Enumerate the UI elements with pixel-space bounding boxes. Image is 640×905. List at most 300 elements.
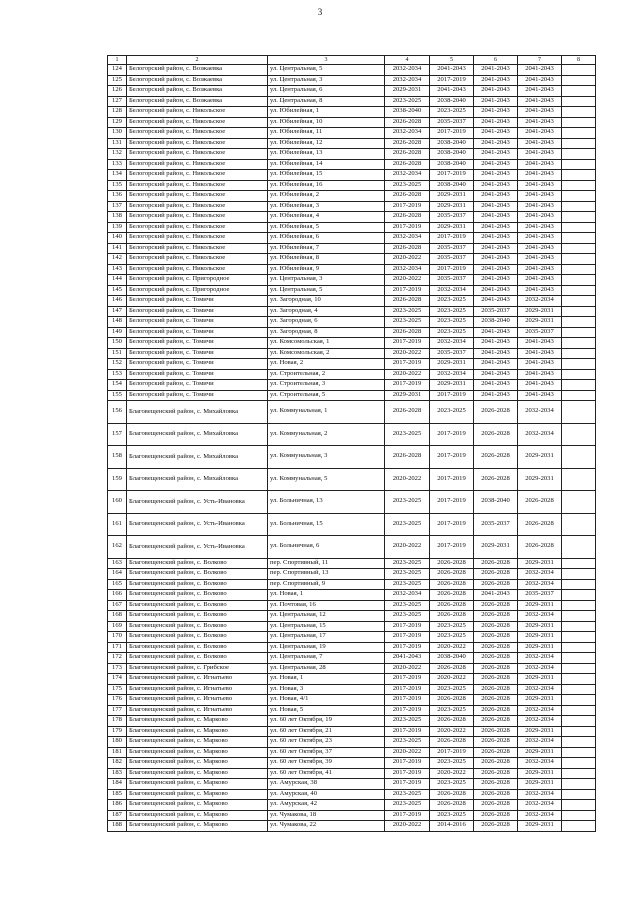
period-cell: 2017-2019 xyxy=(385,674,430,685)
period-cell: 2029-2031 xyxy=(430,380,474,391)
row-number: 152 xyxy=(108,359,127,370)
empty-cell xyxy=(562,821,596,832)
address-cell: ул. Юбилейная, 12 xyxy=(268,138,385,149)
table-row xyxy=(108,569,596,580)
address-cell: ул. Юбилейная, 16 xyxy=(268,180,385,191)
period-cell: 2041-2043 xyxy=(518,170,562,181)
period-cell: 2023-2025 xyxy=(430,317,474,328)
empty-cell xyxy=(562,222,596,233)
locality-cell: Благовещенский район, с. Волково xyxy=(127,569,268,580)
address-cell: ул. 60 лет Октября, 21 xyxy=(268,726,385,737)
period-cell: 2026-2028 xyxy=(474,810,518,821)
period-cell: 2017-2019 xyxy=(385,632,430,643)
row-number: 173 xyxy=(108,663,127,674)
period-cell: 2041-2043 xyxy=(474,159,518,170)
table-row xyxy=(108,747,596,758)
period-cell: 2026-2028 xyxy=(474,569,518,580)
empty-cell xyxy=(562,390,596,401)
period-cell: 2041-2043 xyxy=(474,390,518,401)
locality-cell: Благовещенский район, с. Михайловка xyxy=(127,446,268,469)
table-row xyxy=(108,75,596,86)
address-cell: ул. Юбилейная, 1 xyxy=(268,107,385,118)
period-cell: 2032-2034 xyxy=(518,737,562,748)
column-header-period-6: 6 xyxy=(474,56,518,65)
row-number: 145 xyxy=(108,285,127,296)
period-cell: 2017-2019 xyxy=(385,380,430,391)
row-number: 129 xyxy=(108,117,127,128)
period-cell: 2041-2043 xyxy=(474,369,518,380)
period-cell: 2041-2043 xyxy=(474,212,518,223)
period-cell: 2026-2028 xyxy=(518,536,562,559)
address-cell: ул. Комсомольская, 1 xyxy=(268,338,385,349)
period-cell: 2026-2028 xyxy=(474,800,518,811)
row-number: 157 xyxy=(108,423,127,446)
period-cell: 2041-2043 xyxy=(474,191,518,202)
period-cell: 2017-2019 xyxy=(430,491,474,514)
period-cell: 2017-2019 xyxy=(385,768,430,779)
period-cell: 2041-2043 xyxy=(518,159,562,170)
table-row xyxy=(108,579,596,590)
period-cell: 2041-2043 xyxy=(518,107,562,118)
period-cell: 2041-2043 xyxy=(430,86,474,97)
row-number: 133 xyxy=(108,159,127,170)
period-cell: 2041-2043 xyxy=(518,380,562,391)
row-number: 134 xyxy=(108,170,127,181)
empty-cell xyxy=(562,359,596,370)
period-cell: 2026-2028 xyxy=(385,191,430,202)
period-cell: 2041-2043 xyxy=(518,254,562,265)
locality-cell: Благовещенский район, с. Волково xyxy=(127,642,268,653)
empty-cell xyxy=(562,632,596,643)
period-cell: 2026-2028 xyxy=(474,446,518,469)
address-cell: ул. Загородная, 4 xyxy=(268,306,385,317)
period-cell: 2026-2028 xyxy=(430,590,474,601)
period-cell: 2023-2025 xyxy=(385,491,430,514)
row-number: 168 xyxy=(108,611,127,622)
row-number: 128 xyxy=(108,107,127,118)
period-cell: 2023-2025 xyxy=(430,779,474,790)
locality-cell: Белогорский район, с. Никольское xyxy=(127,180,268,191)
row-number: 144 xyxy=(108,275,127,286)
period-cell: 2041-2043 xyxy=(474,338,518,349)
locality-cell: Благовещенский район, с. Волково xyxy=(127,632,268,643)
empty-cell xyxy=(562,600,596,611)
period-cell: 2041-2043 xyxy=(518,338,562,349)
table-row xyxy=(108,359,596,370)
address-cell: ул. Юбилейная, 10 xyxy=(268,117,385,128)
address-cell: ул. Амурская, 38 xyxy=(268,779,385,790)
empty-cell xyxy=(562,128,596,139)
locality-cell: Благовещенский район, с. Игнатьево xyxy=(127,684,268,695)
period-cell: 2041-2043 xyxy=(518,285,562,296)
locality-cell: Благовещенский район, с. Марково xyxy=(127,800,268,811)
period-cell: 2029-2031 xyxy=(430,222,474,233)
address-cell: ул. Центральная, 17 xyxy=(268,632,385,643)
empty-cell xyxy=(562,779,596,790)
empty-cell xyxy=(562,611,596,622)
period-cell: 2023-2025 xyxy=(430,621,474,632)
address-cell: ул. Центральная, 6 xyxy=(268,86,385,97)
period-cell: 2026-2028 xyxy=(430,800,474,811)
table-row xyxy=(108,380,596,391)
table-row xyxy=(108,821,596,832)
period-cell: 2023-2025 xyxy=(430,705,474,716)
period-cell: 2041-2043 xyxy=(518,369,562,380)
empty-cell xyxy=(562,642,596,653)
period-cell: 2017-2019 xyxy=(385,285,430,296)
column-header-address: 3 xyxy=(268,56,385,65)
period-cell: 2026-2028 xyxy=(474,705,518,716)
period-cell: 2026-2028 xyxy=(385,138,430,149)
table-row xyxy=(108,758,596,769)
table-row xyxy=(108,468,596,491)
row-number: 181 xyxy=(108,747,127,758)
empty-cell xyxy=(562,536,596,559)
period-cell: 2017-2019 xyxy=(430,747,474,758)
table-row xyxy=(108,621,596,632)
table-row xyxy=(108,296,596,307)
table-row xyxy=(108,536,596,559)
table-row xyxy=(108,96,596,107)
period-cell: 2032-2034 xyxy=(518,789,562,800)
period-cell: 2041-2043 xyxy=(518,359,562,370)
period-cell: 2032-2034 xyxy=(518,800,562,811)
period-cell: 2041-2043 xyxy=(518,65,562,76)
table-row xyxy=(108,642,596,653)
address-cell: ул. Юбилейная, 11 xyxy=(268,128,385,139)
row-number: 132 xyxy=(108,149,127,160)
address-cell: ул. Чумакова, 22 xyxy=(268,821,385,832)
period-cell: 2029-2031 xyxy=(518,747,562,758)
period-cell: 2041-2043 xyxy=(518,128,562,139)
row-number: 137 xyxy=(108,201,127,212)
period-cell: 2023-2025 xyxy=(430,327,474,338)
address-cell: ул. 60 лет Октября, 39 xyxy=(268,758,385,769)
address-cell: ул. Центральная, 15 xyxy=(268,621,385,632)
period-cell: 2035-2037 xyxy=(430,348,474,359)
period-cell: 2026-2028 xyxy=(474,653,518,664)
empty-cell xyxy=(562,747,596,758)
row-number: 124 xyxy=(108,65,127,76)
table-row xyxy=(108,233,596,244)
period-cell: 2032-2034 xyxy=(518,663,562,674)
row-number: 153 xyxy=(108,369,127,380)
locality-cell: Белогорский район, с. Томичи xyxy=(127,348,268,359)
period-cell: 2017-2019 xyxy=(430,423,474,446)
period-cell: 2023-2025 xyxy=(385,600,430,611)
period-cell: 2041-2043 xyxy=(474,243,518,254)
row-number: 125 xyxy=(108,75,127,86)
period-cell: 2017-2019 xyxy=(385,810,430,821)
table-row xyxy=(108,317,596,328)
locality-cell: Благовещенский район, с. Волково xyxy=(127,558,268,569)
period-cell: 2017-2019 xyxy=(385,642,430,653)
period-cell: 2032-2034 xyxy=(518,423,562,446)
table-row xyxy=(108,86,596,97)
table-row xyxy=(108,170,596,181)
address-cell: пер. Спортивный, 13 xyxy=(268,569,385,580)
empty-cell xyxy=(562,243,596,254)
period-cell: 2023-2025 xyxy=(430,810,474,821)
period-cell: 2038-2040 xyxy=(430,149,474,160)
period-cell: 2041-2043 xyxy=(518,138,562,149)
table-row xyxy=(108,107,596,118)
table-row xyxy=(108,191,596,202)
period-cell: 2026-2028 xyxy=(474,423,518,446)
period-cell: 2041-2043 xyxy=(518,191,562,202)
table-row xyxy=(108,338,596,349)
period-cell: 2032-2034 xyxy=(518,401,562,424)
empty-cell xyxy=(562,180,596,191)
period-cell: 2023-2025 xyxy=(430,306,474,317)
locality-cell: Благовещенский район, с. Грибское xyxy=(127,663,268,674)
table-row xyxy=(108,653,596,664)
period-cell: 2041-2043 xyxy=(518,275,562,286)
empty-cell xyxy=(562,65,596,76)
row-number: 150 xyxy=(108,338,127,349)
empty-cell xyxy=(562,233,596,244)
locality-cell: Благовещенский район, с. Волково xyxy=(127,611,268,622)
period-cell: 2026-2028 xyxy=(385,296,430,307)
empty-cell xyxy=(562,684,596,695)
period-cell: 2026-2028 xyxy=(430,569,474,580)
period-cell: 2029-2031 xyxy=(518,674,562,685)
address-cell: ул. Центральная, 3 xyxy=(268,75,385,86)
period-cell: 2023-2025 xyxy=(385,513,430,536)
address-cell: ул. Загородная, 8 xyxy=(268,327,385,338)
period-cell: 2020-2022 xyxy=(430,674,474,685)
period-cell: 2020-2022 xyxy=(385,275,430,286)
locality-cell: Благовещенский район, с. Марково xyxy=(127,810,268,821)
period-cell: 2017-2019 xyxy=(385,779,430,790)
row-number: 167 xyxy=(108,600,127,611)
row-number: 165 xyxy=(108,579,127,590)
period-cell: 2041-2043 xyxy=(474,65,518,76)
period-cell: 2041-2043 xyxy=(518,348,562,359)
address-cell: ул. Коммунальная, 2 xyxy=(268,423,385,446)
period-cell: 2017-2019 xyxy=(430,170,474,181)
address-cell: ул. 60 лет Октября, 37 xyxy=(268,747,385,758)
period-cell: 2026-2028 xyxy=(430,695,474,706)
period-cell: 2038-2040 xyxy=(430,180,474,191)
address-cell: ул. Комсомольская, 2 xyxy=(268,348,385,359)
locality-cell: Белогорский район, с. Возжаевка xyxy=(127,96,268,107)
period-cell: 2041-2043 xyxy=(474,590,518,601)
period-cell: 2017-2019 xyxy=(385,359,430,370)
address-cell: ул. Юбилейная, 13 xyxy=(268,149,385,160)
address-cell: ул. Коммунальная, 3 xyxy=(268,446,385,469)
locality-cell: Благовещенский район, с. Марково xyxy=(127,768,268,779)
row-number: 180 xyxy=(108,737,127,748)
period-cell: 2017-2019 xyxy=(385,758,430,769)
period-cell: 2041-2043 xyxy=(474,107,518,118)
empty-cell xyxy=(562,212,596,223)
row-number: 151 xyxy=(108,348,127,359)
address-cell: пер. Спортивный, 9 xyxy=(268,579,385,590)
address-cell: ул. Центральная, 7 xyxy=(268,653,385,664)
period-cell: 2041-2043 xyxy=(474,285,518,296)
period-cell: 2032-2034 xyxy=(385,590,430,601)
address-cell: ул. Новая, 4/1 xyxy=(268,695,385,706)
address-cell: ул. Юбилейная, 6 xyxy=(268,233,385,244)
row-number: 140 xyxy=(108,233,127,244)
period-cell: 2032-2034 xyxy=(385,233,430,244)
row-number: 166 xyxy=(108,590,127,601)
table-row xyxy=(108,180,596,191)
period-cell: 2041-2043 xyxy=(474,149,518,160)
row-number: 177 xyxy=(108,705,127,716)
period-cell: 2023-2025 xyxy=(385,800,430,811)
table-row xyxy=(108,768,596,779)
table-row xyxy=(108,264,596,275)
period-cell: 2032-2034 xyxy=(518,579,562,590)
period-cell: 2035-2037 xyxy=(430,275,474,286)
period-cell: 2017-2019 xyxy=(430,128,474,139)
period-cell: 2029-2031 xyxy=(518,779,562,790)
period-cell: 2041-2043 xyxy=(518,86,562,97)
empty-cell xyxy=(562,758,596,769)
period-cell: 2041-2043 xyxy=(474,86,518,97)
row-number: 188 xyxy=(108,821,127,832)
empty-cell xyxy=(562,705,596,716)
period-cell: 2029-2031 xyxy=(518,632,562,643)
address-cell: ул. Центральная, 19 xyxy=(268,642,385,653)
address-cell: ул. Юбилейная, 7 xyxy=(268,243,385,254)
empty-cell xyxy=(562,327,596,338)
period-cell: 2026-2028 xyxy=(385,149,430,160)
table-row xyxy=(108,390,596,401)
row-number: 126 xyxy=(108,86,127,97)
empty-cell xyxy=(562,789,596,800)
period-cell: 2026-2028 xyxy=(430,789,474,800)
period-cell: 2023-2025 xyxy=(385,579,430,590)
period-cell: 2017-2019 xyxy=(385,705,430,716)
period-cell: 2026-2028 xyxy=(474,768,518,779)
address-cell: ул. Загородная, 10 xyxy=(268,296,385,307)
period-cell: 2020-2022 xyxy=(385,348,430,359)
row-number: 136 xyxy=(108,191,127,202)
table-row xyxy=(108,674,596,685)
period-cell: 2026-2028 xyxy=(474,716,518,727)
period-cell: 2020-2022 xyxy=(385,468,430,491)
period-cell: 2017-2019 xyxy=(385,684,430,695)
period-cell: 2029-2031 xyxy=(518,446,562,469)
table-row xyxy=(108,149,596,160)
empty-cell xyxy=(562,107,596,118)
period-cell: 2038-2040 xyxy=(385,107,430,118)
period-cell: 2032-2034 xyxy=(430,285,474,296)
period-cell: 2026-2028 xyxy=(430,737,474,748)
table-row xyxy=(108,726,596,737)
row-number: 160 xyxy=(108,491,127,514)
empty-cell xyxy=(562,338,596,349)
table-row xyxy=(108,716,596,727)
address-cell: ул. Новая, 1 xyxy=(268,590,385,601)
period-cell: 2032-2034 xyxy=(518,653,562,664)
period-cell: 2038-2040 xyxy=(430,653,474,664)
period-cell: 2041-2043 xyxy=(474,201,518,212)
period-cell: 2023-2025 xyxy=(430,632,474,643)
column-header-period-4: 4 xyxy=(385,56,430,65)
address-cell: ул. Больничная, 6 xyxy=(268,536,385,559)
period-cell: 2035-2037 xyxy=(518,590,562,601)
address-cell: ул. Новая, 1 xyxy=(268,674,385,685)
period-cell: 2029-2031 xyxy=(518,642,562,653)
period-cell: 2026-2028 xyxy=(474,600,518,611)
row-number: 174 xyxy=(108,674,127,685)
address-cell: ул. Коммунальная, 5 xyxy=(268,468,385,491)
period-cell: 2035-2037 xyxy=(430,212,474,223)
table-row xyxy=(108,128,596,139)
row-number: 163 xyxy=(108,558,127,569)
empty-cell xyxy=(562,653,596,664)
address-cell: ул. Почтовая, 16 xyxy=(268,600,385,611)
row-number: 184 xyxy=(108,779,127,790)
period-cell: 2029-2031 xyxy=(518,821,562,832)
empty-cell xyxy=(562,117,596,128)
address-cell: ул. Центральная, 3 xyxy=(268,275,385,286)
locality-cell: Благовещенский район, с. Марково xyxy=(127,789,268,800)
period-cell: 2041-2043 xyxy=(518,149,562,160)
row-number: 175 xyxy=(108,684,127,695)
locality-cell: Белогорский район, с. Никольское xyxy=(127,128,268,139)
period-cell: 2032-2034 xyxy=(518,684,562,695)
period-cell: 2023-2025 xyxy=(385,423,430,446)
period-cell: 2041-2043 xyxy=(518,222,562,233)
period-cell: 2020-2022 xyxy=(385,369,430,380)
locality-cell: Белогорский район, с. Томичи xyxy=(127,380,268,391)
row-number: 162 xyxy=(108,536,127,559)
period-cell: 2026-2028 xyxy=(474,663,518,674)
empty-cell xyxy=(562,159,596,170)
period-cell: 2026-2028 xyxy=(474,558,518,569)
column-header-period-5: 5 xyxy=(430,56,474,65)
period-cell: 2032-2034 xyxy=(518,758,562,769)
address-cell: ул. Строительная, 3 xyxy=(268,380,385,391)
locality-cell: Белогорский район, с. Томичи xyxy=(127,306,268,317)
table-row xyxy=(108,779,596,790)
address-cell: ул. Строительная, 5 xyxy=(268,390,385,401)
period-cell: 2029-2031 xyxy=(518,558,562,569)
empty-cell xyxy=(562,737,596,748)
locality-cell: Белогорский район, с. Возжаевка xyxy=(127,65,268,76)
period-cell: 2029-2031 xyxy=(430,359,474,370)
locality-cell: Благовещенский район, с. Волково xyxy=(127,579,268,590)
locality-cell: Белогорский район, с. Пригородное xyxy=(127,275,268,286)
period-cell: 2017-2019 xyxy=(430,446,474,469)
period-cell: 2023-2025 xyxy=(430,684,474,695)
period-cell: 2041-2043 xyxy=(474,359,518,370)
locality-cell: Благовещенский район, с. Марково xyxy=(127,716,268,727)
locality-cell: Благовещенский район, с. Усть-Ивановка xyxy=(127,491,268,514)
period-cell: 2017-2019 xyxy=(430,468,474,491)
empty-cell xyxy=(562,75,596,86)
table-row xyxy=(108,695,596,706)
period-cell: 2026-2028 xyxy=(385,327,430,338)
address-cell: пер. Спортивный, 11 xyxy=(268,558,385,569)
locality-cell: Благовещенский район, с. Усть-Ивановка xyxy=(127,536,268,559)
period-cell: 2041-2043 xyxy=(474,348,518,359)
table-row xyxy=(108,327,596,338)
period-cell: 2032-2034 xyxy=(385,264,430,275)
table-row xyxy=(108,212,596,223)
housing-schedule-table xyxy=(107,55,596,832)
empty-cell xyxy=(562,800,596,811)
column-header-8: 8 xyxy=(562,56,596,65)
empty-cell xyxy=(562,695,596,706)
period-cell: 2017-2019 xyxy=(430,390,474,401)
period-cell: 2026-2028 xyxy=(474,821,518,832)
